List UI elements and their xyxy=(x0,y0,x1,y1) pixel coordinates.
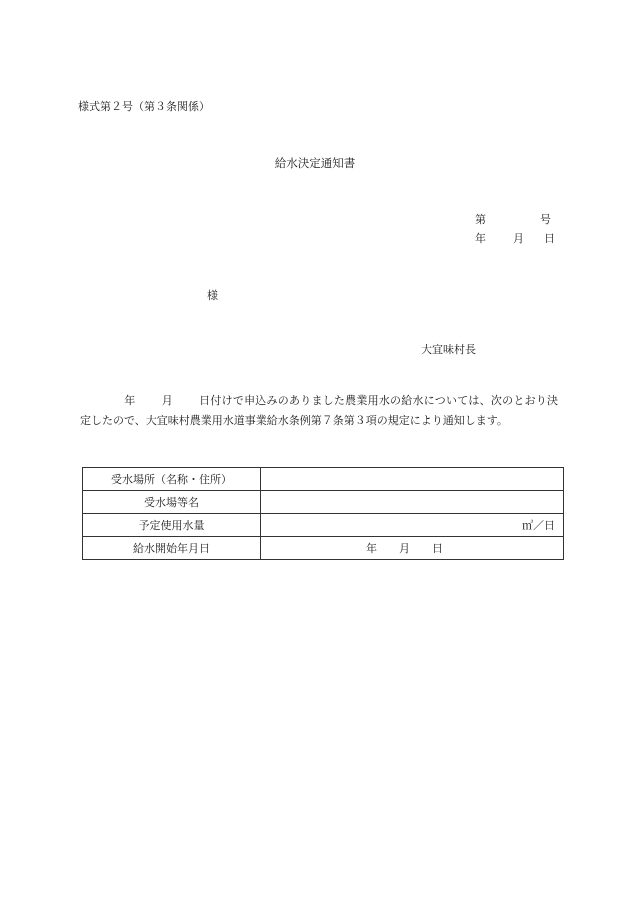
body-text: 日付けで申込みのありました農業用水の給水については、次のとおり決定したので、大宜味村農業用水道事業給水条例第７条第３項の規定により通知します。 xyxy=(80,394,559,427)
table-label: 給水開始年月日 xyxy=(83,537,261,560)
supply-start-date-field[interactable] xyxy=(261,537,564,560)
table-label: 受水場等名 xyxy=(83,491,261,514)
date-month-label: 月 xyxy=(513,232,524,245)
planned-water-volume-field[interactable]: ㎥／日 xyxy=(261,514,564,537)
table-label: 受水場所（名称・住所） xyxy=(83,468,261,491)
table-label: 予定使用水量 xyxy=(83,514,261,537)
body-year-label: 年 xyxy=(124,394,136,407)
form-number: 様式第２号（第３条関係） xyxy=(78,100,210,113)
document-number-suffix: 号 xyxy=(540,213,551,226)
document-number-label: 第 xyxy=(475,213,486,226)
table-row xyxy=(83,468,564,491)
table-row xyxy=(83,537,564,560)
receiving-location-field[interactable] xyxy=(261,468,564,491)
start-year-label: 年 xyxy=(366,542,377,555)
date-year-label: 年 xyxy=(475,232,486,245)
receiving-station-name-field[interactable] xyxy=(261,491,564,514)
addressee-honorific: 様 xyxy=(207,289,218,302)
body-paragraph xyxy=(80,391,558,430)
table-row xyxy=(83,491,564,514)
date-day-label: 日 xyxy=(544,232,555,245)
sender-name: 大宜味村長 xyxy=(421,343,476,356)
start-day-label: 日 xyxy=(432,542,443,555)
info-table xyxy=(82,467,564,560)
start-month-label: 月 xyxy=(399,542,410,555)
document-title: 給水決定通知書 xyxy=(274,156,356,170)
table-row xyxy=(83,514,564,537)
body-month-label: 月 xyxy=(161,394,173,407)
